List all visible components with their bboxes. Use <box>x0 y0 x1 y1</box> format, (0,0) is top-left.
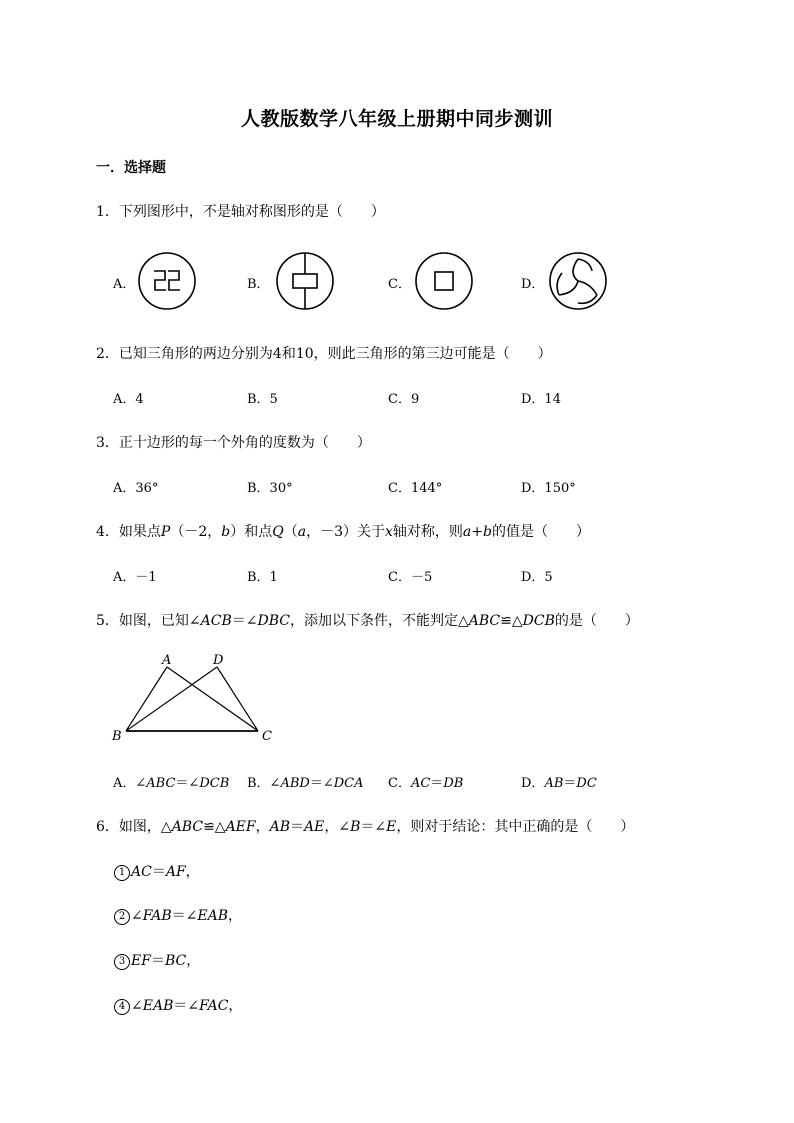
q4-option-c: C．－5 <box>388 570 433 585</box>
vertex-label-b: B <box>112 729 122 744</box>
q4-option-d: D．5 <box>521 570 553 585</box>
question-4-stem: 4．如果点P（－2，b）和点Q（a，－3）关于x轴对称，则a+b的值是（ ） <box>96 524 590 540</box>
q6-statement-1: 1 AC＝AF， <box>114 861 200 881</box>
q1-option-d-figure <box>548 251 608 311</box>
question-3-stem: 3．正十边形的每一个外角的度数为（ ） <box>96 435 371 451</box>
q5-triangle-figure <box>108 650 288 750</box>
question-5-stem: 5．如图，已知∠ACB＝∠DBC，添加以下条件，不能判定△ABC≌△DCB的是（ ） <box>96 613 639 629</box>
q4-option-b: B．1 <box>247 570 278 585</box>
section-heading: 一．选择题 <box>96 160 166 176</box>
q3-option-a: A．36° <box>113 481 159 496</box>
circled-number-1: 1 <box>114 865 130 881</box>
question-1-stem: 1．下列图形中，不是轴对称图形的是（ ） <box>96 204 385 220</box>
q5-option-c: C．AC＝DB <box>388 776 464 791</box>
q5-option-b: B．∠ABD＝∠DCA <box>247 776 364 791</box>
q5-option-a: A．∠ABC＝∠DCB <box>113 776 230 791</box>
q1-option-c-label: C． <box>388 277 411 292</box>
q2-option-d: D．14 <box>521 392 561 407</box>
q3-option-c: C．144° <box>388 481 443 496</box>
vertex-label-c: C <box>262 729 272 744</box>
q6-statement-2: 2 ∠FAB＝∠EAB， <box>114 905 242 925</box>
q1-option-a-figure <box>137 251 197 311</box>
q4-option-a: A．－1 <box>113 570 157 585</box>
question-2-stem: 2．已知三角形的两边分别为4和10，则此三角形的第三边可能是（ ） <box>96 346 552 362</box>
q3-option-b: B．30° <box>247 481 293 496</box>
q1-option-c-figure <box>414 251 474 311</box>
segment-bd <box>126 667 217 731</box>
q2-option-c: C．9 <box>388 392 420 407</box>
q1-option-b-label: B． <box>247 277 270 292</box>
segment-ac <box>167 667 258 731</box>
q1-option-a-label: A． <box>113 277 136 292</box>
q3-option-d: D．150° <box>521 481 576 496</box>
q1-option-d-label: D． <box>521 277 545 292</box>
q6-statement-3: 3 EF＝BC， <box>114 950 200 970</box>
vertex-label-d: D <box>213 653 224 668</box>
vertex-label-a: A <box>162 653 172 668</box>
circled-number-2: 2 <box>114 909 130 925</box>
q2-option-b: B．5 <box>247 392 278 407</box>
q1-option-b-figure <box>275 251 335 311</box>
q6-statement-4: 4 ∠EAB＝∠FAC， <box>114 995 242 1015</box>
q5-option-d: D．AB＝DC <box>521 776 597 791</box>
circled-number-3: 3 <box>114 954 130 970</box>
question-6-stem: 6．如图，△ABC≌△AEF，AB＝AE，∠B＝∠E，则对于结论：其中正确的是（ ） <box>96 819 635 835</box>
q2-option-a: A．4 <box>113 392 144 407</box>
segment-ab <box>126 667 167 731</box>
page-title: 人教版数学八年级上册期中同步测训 <box>240 108 553 130</box>
circled-number-4: 4 <box>114 999 130 1015</box>
segment-dc <box>217 667 258 731</box>
